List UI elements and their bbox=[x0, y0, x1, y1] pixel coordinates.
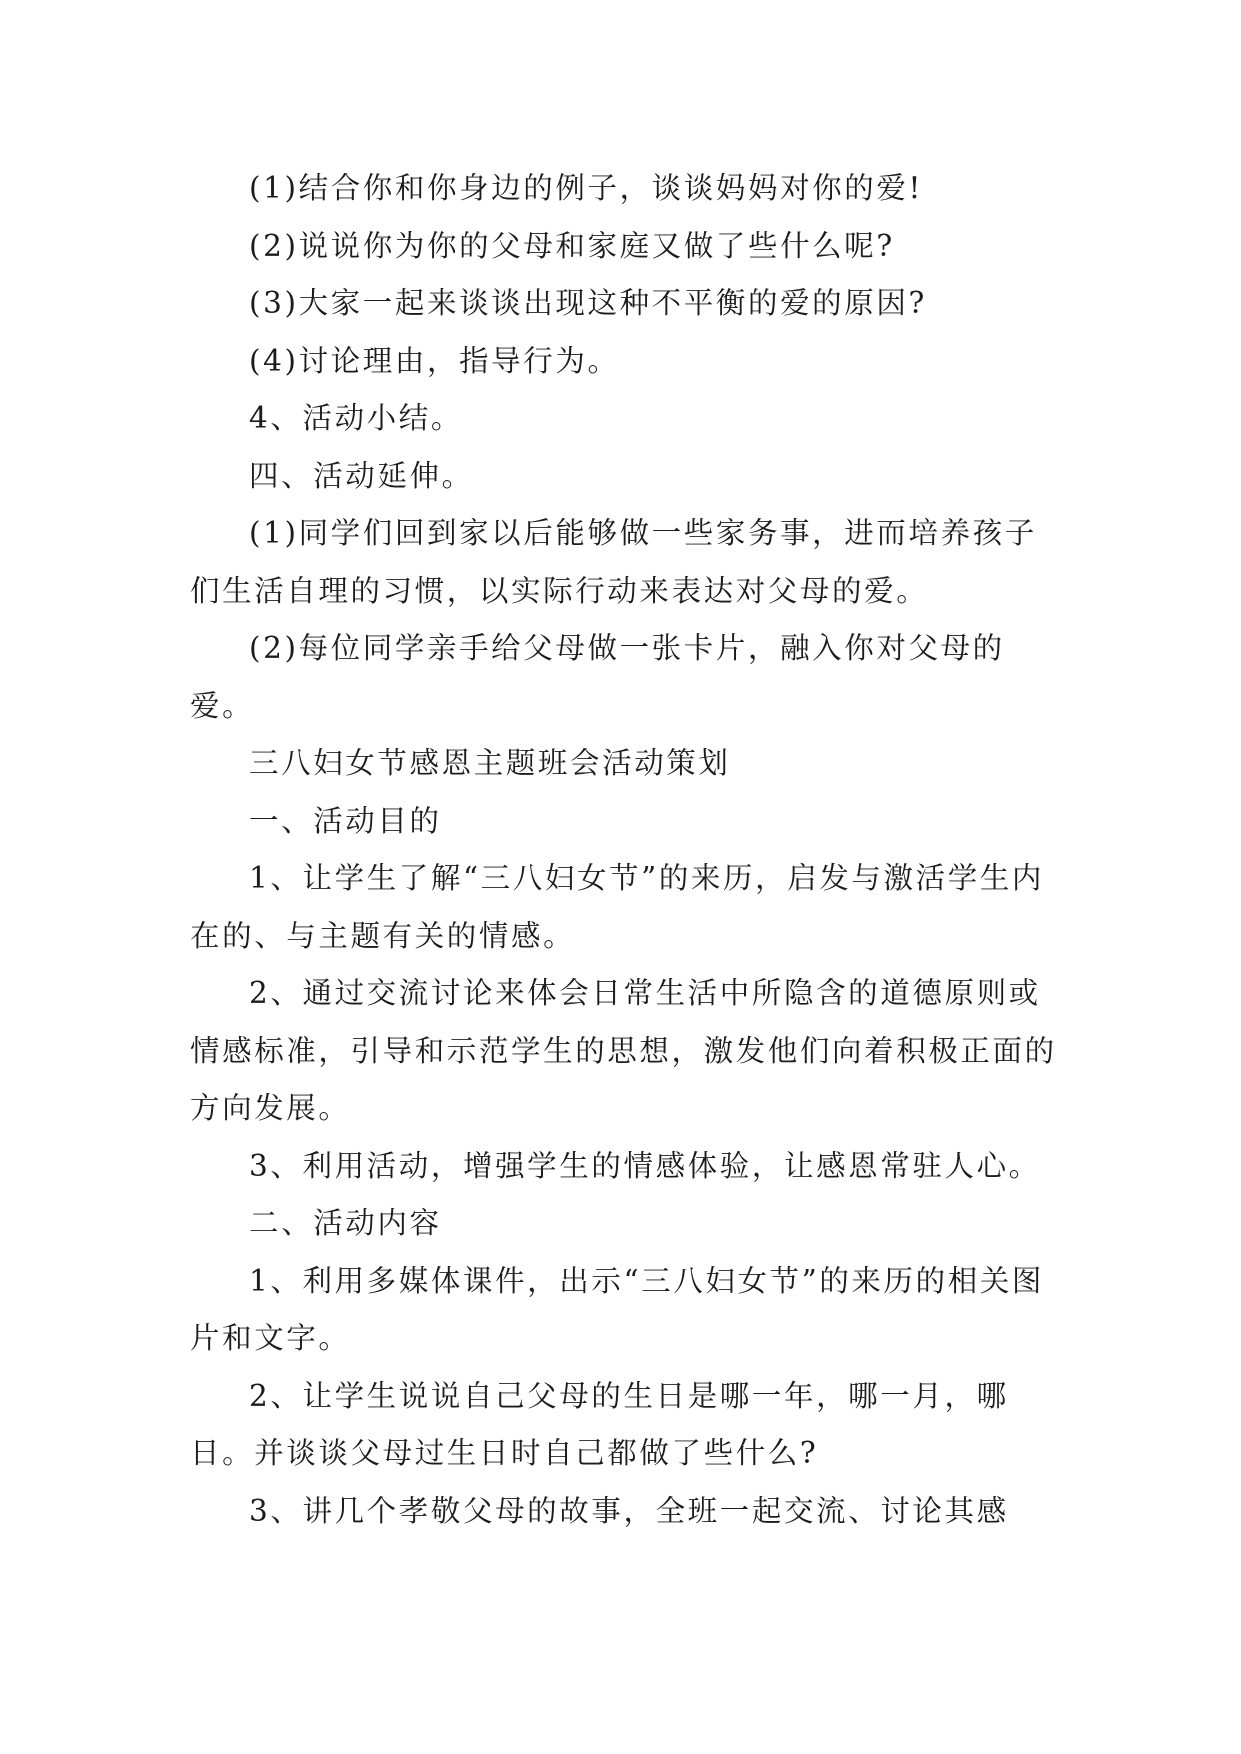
document-title: 三八妇女节感恩主题班会活动策划 bbox=[249, 746, 731, 780]
paragraph: (2)每位同学亲手给父母做一张卡片，融入你对父母的爱。 bbox=[190, 631, 1005, 723]
paragraph: (1)结合你和你身边的例子，谈谈妈妈对你的爱! bbox=[249, 171, 923, 205]
paragraph: 1、利用多媒体课件，出示“三八妇女节”的来历的相关图片和文字。 bbox=[190, 1263, 1045, 1355]
paragraph: 1、让学生了解“三八妇女节”的来历，启发与激活学生内在的、与主题有关的情感。 bbox=[190, 861, 1045, 953]
section-heading: 二、活动内容 bbox=[249, 1206, 442, 1240]
paragraph: (2)说说你为你的父母和家庭又做了些什么呢? bbox=[249, 228, 895, 263]
document-body bbox=[190, 160, 1060, 1540]
section-heading: 四、活动延伸。 bbox=[249, 458, 474, 493]
section-heading: 一、活动目的 bbox=[249, 803, 442, 838]
paragraph: (3)大家一起来谈谈出现这种不平衡的爱的原因? bbox=[249, 286, 927, 320]
paragraph: (1)同学们回到家以后能够做一些家务事，进而培养孩子们生活自理的习惯，以实际行动来表达对父母的爱。 bbox=[190, 516, 1037, 608]
paragraph: 2、通过交流讨论来体会日常生活中所隐含的道德原则或情感标准，引导和示范学生的思想，激发他们向着积极正面的方向发展。 bbox=[190, 976, 1057, 1125]
paragraph: 2、让学生说说自己父母的生日是哪一年，哪一月，哪日。并谈谈父母过生日时自己都做了些什么? bbox=[190, 1378, 1009, 1470]
paragraph: 3、利用活动，增强学生的情感体验，让感恩常驻人心。 bbox=[249, 1148, 1041, 1183]
paragraph: 3、讲几个孝敬父母的故事，全班一起交流、讨论其感 bbox=[249, 1493, 1009, 1528]
paragraph: (4)讨论理由，指导行为。 bbox=[249, 343, 620, 378]
paragraph: 4、活动小结。 bbox=[249, 401, 463, 435]
